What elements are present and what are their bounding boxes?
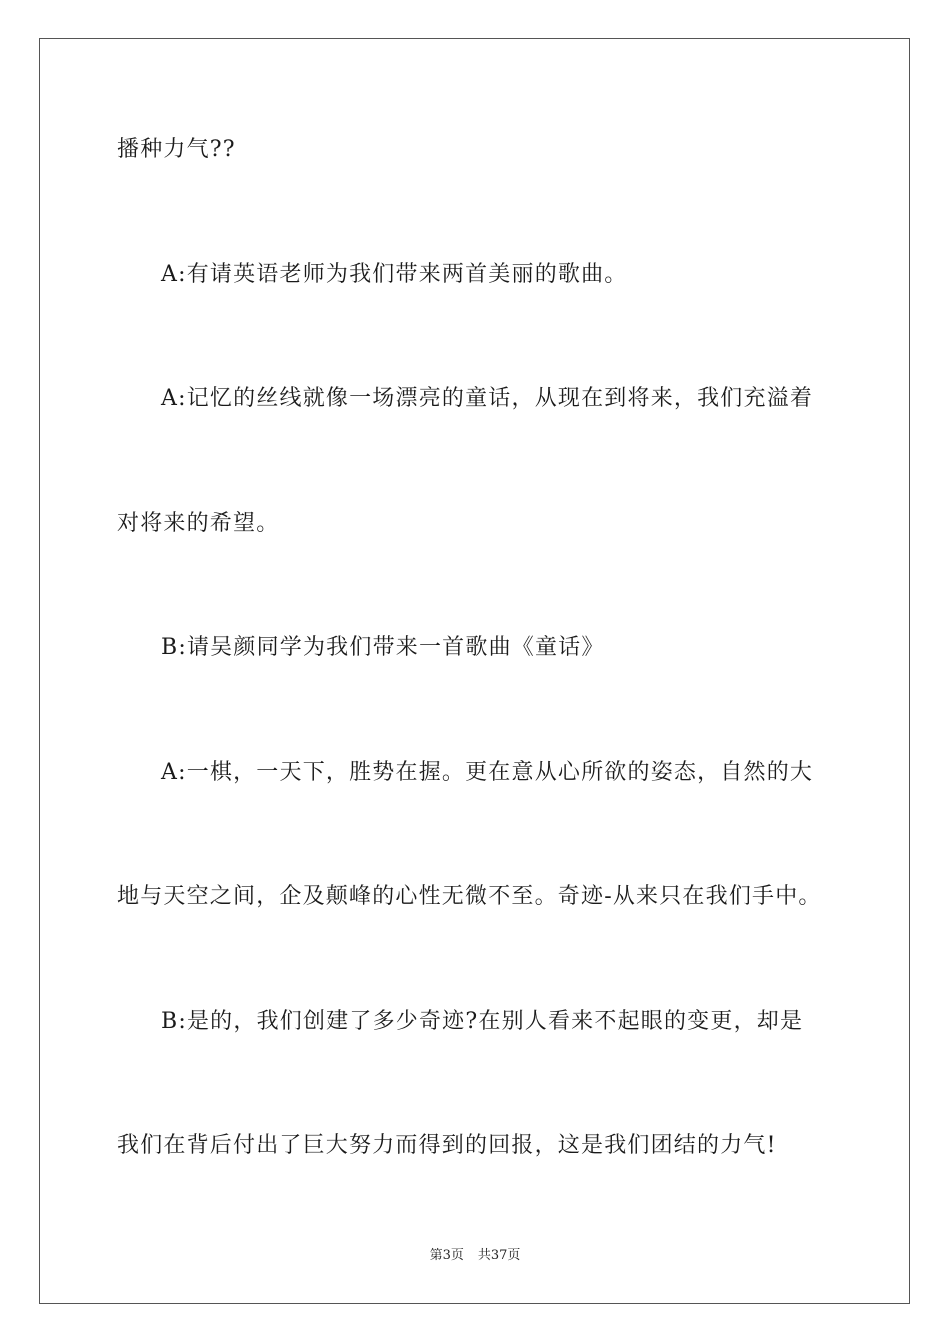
paragraph-line: 对将来的希望。 [117, 511, 280, 536]
paragraph-line: A:有请英语老师为我们带来两首美丽的歌曲。 [161, 262, 628, 287]
paragraph-line: B:是的，我们创建了多少奇迹?在别人看来不起眼的变更，却是 [161, 1009, 804, 1034]
page-footer [0, 1247, 950, 1265]
page-number: 第3页 [429, 1248, 464, 1263]
paragraph-line: 地与天空之间，企及颠峰的心性无微不至。奇迹-从来只在我们手中。 [117, 884, 822, 909]
paragraph-line: B:请吴颜同学为我们带来一首歌曲《童话》 [161, 635, 605, 660]
paragraph-line: 播种力气?? [117, 137, 236, 162]
paragraph-line: 我们在背后付出了巨大努力而得到的回报，这是我们团结的力气! [117, 1133, 777, 1158]
page-border [39, 38, 910, 1304]
total-pages: 共37页 [477, 1248, 521, 1263]
paragraph-line: A:记忆的丝线就像一场漂亮的童话，从现在到将来，我们充溢着 [161, 386, 814, 411]
paragraph-line: A:一棋，一天下，胜势在握。更在意从心所欲的姿态，自然的大 [161, 760, 814, 785]
